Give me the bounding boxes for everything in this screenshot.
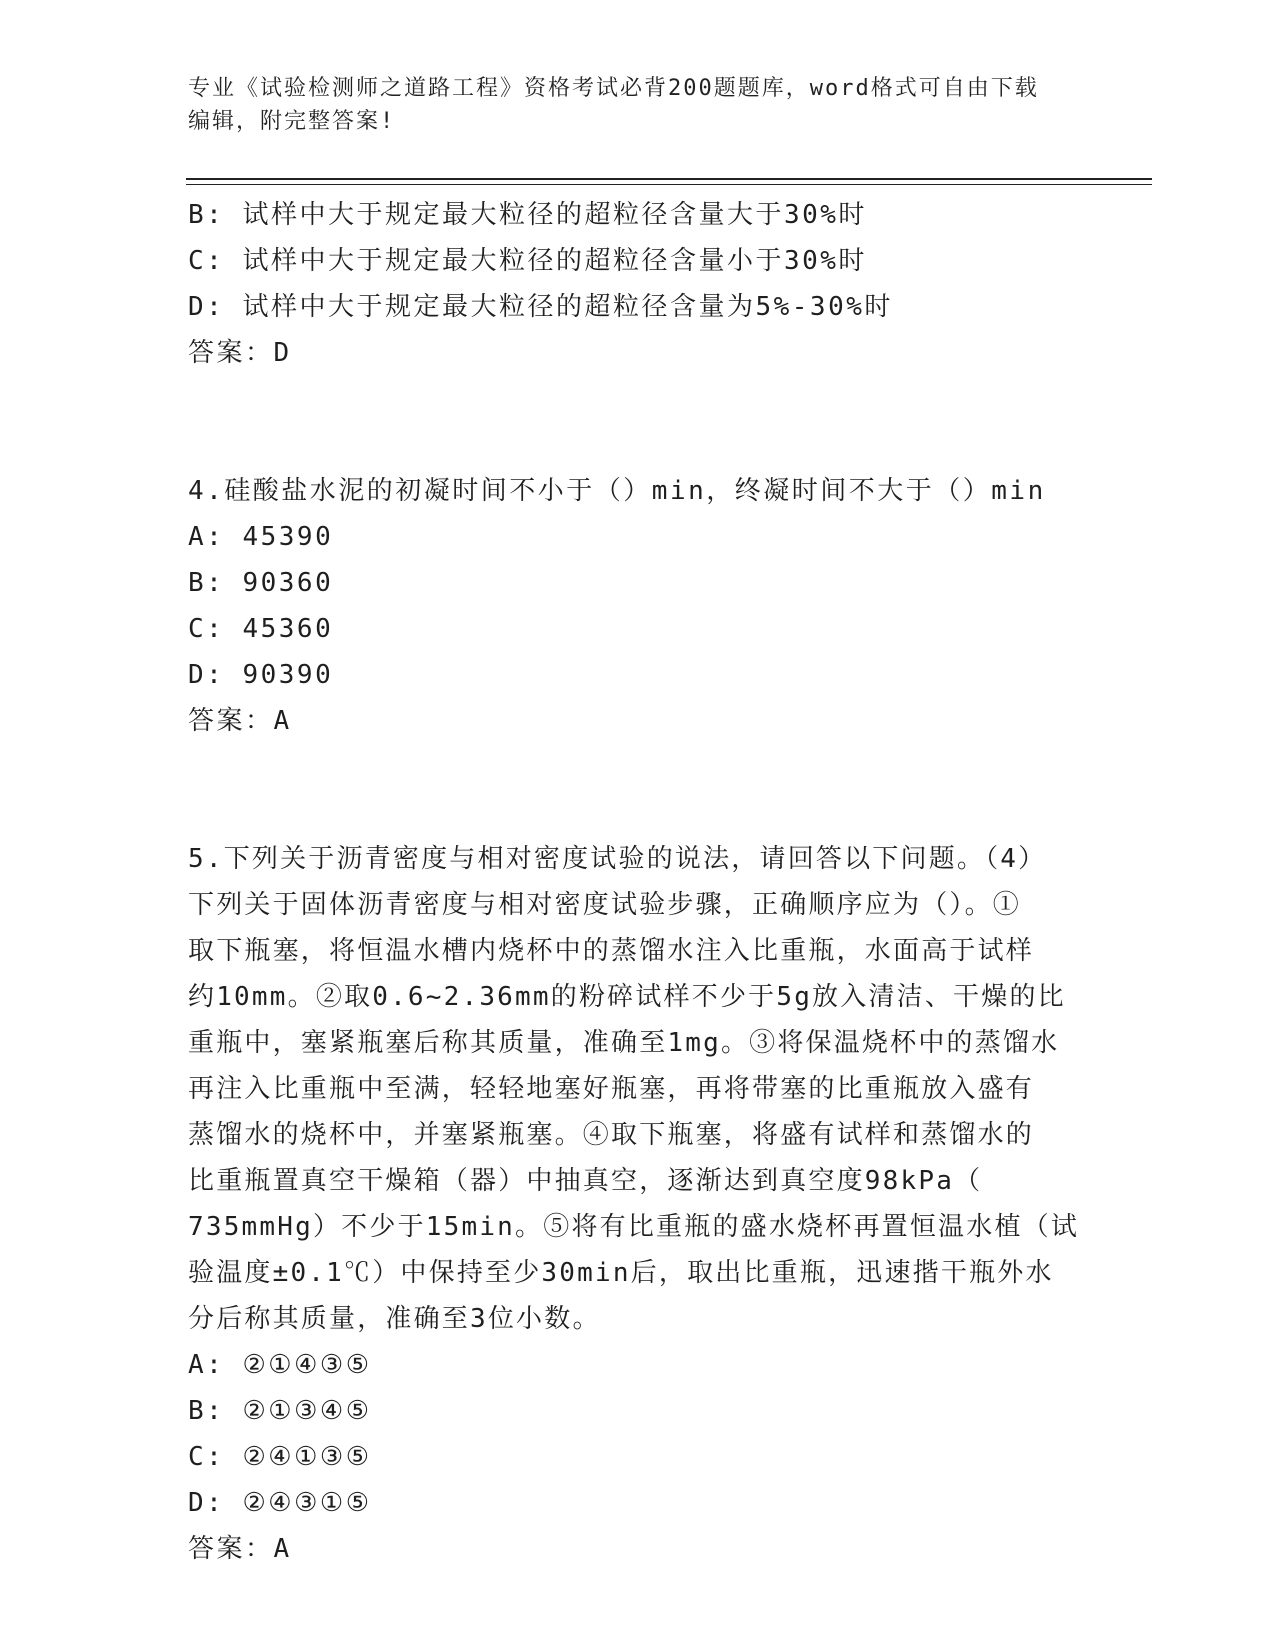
question-stem (188, 836, 1088, 1342)
option-c: C: 试样中大于规定最大粒径的超粒径含量小于30%时 (188, 246, 867, 276)
header-line-2: 编辑，附完整答案! (188, 109, 396, 134)
stem-line: 下列关于固体沥青密度与相对密度试验步骤，正确顺序应为（）。① (188, 890, 1022, 920)
option-c: C: ②④①③⑤ (188, 1442, 372, 1472)
header-line-1: 专业《试验检测师之道路工程》资格考试必背200题题库，word格式可自由下载 (188, 76, 1039, 101)
option-a: A: 45390 (188, 522, 334, 552)
option-d: D: ②④③①⑤ (188, 1488, 372, 1518)
stem-line: 735mmHg）不少于15min。⑤将有比重瓶的盛水烧杯再置恒温水植（试 (188, 1212, 1080, 1242)
stem-line: 5.下列关于沥青密度与相对密度试验的说法，请回答以下问题。（4） (188, 844, 1047, 874)
stem-line: 再注入比重瓶中至满，轻轻地塞好瓶塞，再将带塞的比重瓶放入盛有 (188, 1074, 1035, 1104)
option-b: B: 试样中大于规定最大粒径的超粒径含量大于30%时 (188, 200, 867, 230)
option-d: D: 90390 (188, 660, 334, 690)
stem-line: 蒸馏水的烧杯中，并塞紧瓶塞。④取下瓶塞，将盛有试样和蒸馏水的 (188, 1120, 1035, 1150)
answer: 答案：A (188, 706, 292, 736)
option-b: B: ②①③④⑤ (188, 1396, 372, 1426)
answer: 答案：A (188, 1534, 292, 1564)
stem-line: 分后称其质量，准确至3位小数。 (188, 1304, 601, 1334)
option-b: B: 90360 (188, 568, 334, 598)
stem-line: 验温度±0.1℃）中保持至少30min后，取出比重瓶，迅速揩干瓶外水 (188, 1258, 1054, 1288)
stem-line: 重瓶中，塞紧瓶塞后称其质量，准确至1mg。③将保温烧杯中的蒸馏水 (188, 1028, 1060, 1058)
question-3-tail (188, 192, 1088, 376)
stem-line: 取下瓶塞，将恒温水槽内烧杯中的蒸馏水注入比重瓶，水面高于试样 (188, 936, 1035, 966)
question-5 (188, 836, 1088, 1572)
stem-line: 比重瓶置真空干燥箱（器）中抽真空，逐渐达到真空度98kPa（ (188, 1166, 983, 1196)
spacer (188, 376, 1088, 468)
question-stem: 4.硅酸盐水泥的初凝时间不小于（）min，终凝时间不大于（）min (188, 476, 1046, 506)
question-4 (188, 468, 1088, 744)
answer: 答案：D (188, 338, 292, 368)
option-a: A: ②①④③⑤ (188, 1350, 372, 1380)
stem-line: 约10mm。②取0.6~2.36mm的粉碎试样不少于5g放入清洁、干燥的比 (188, 982, 1066, 1012)
document-header (188, 72, 1088, 138)
spacer (188, 744, 1088, 836)
header-divider-thin (186, 184, 1152, 185)
header-divider-thick (186, 178, 1152, 180)
document-body (188, 192, 1088, 1572)
option-d: D: 试样中大于规定最大粒径的超粒径含量为5%-30%时 (188, 292, 893, 322)
option-c: C: 45360 (188, 614, 334, 644)
